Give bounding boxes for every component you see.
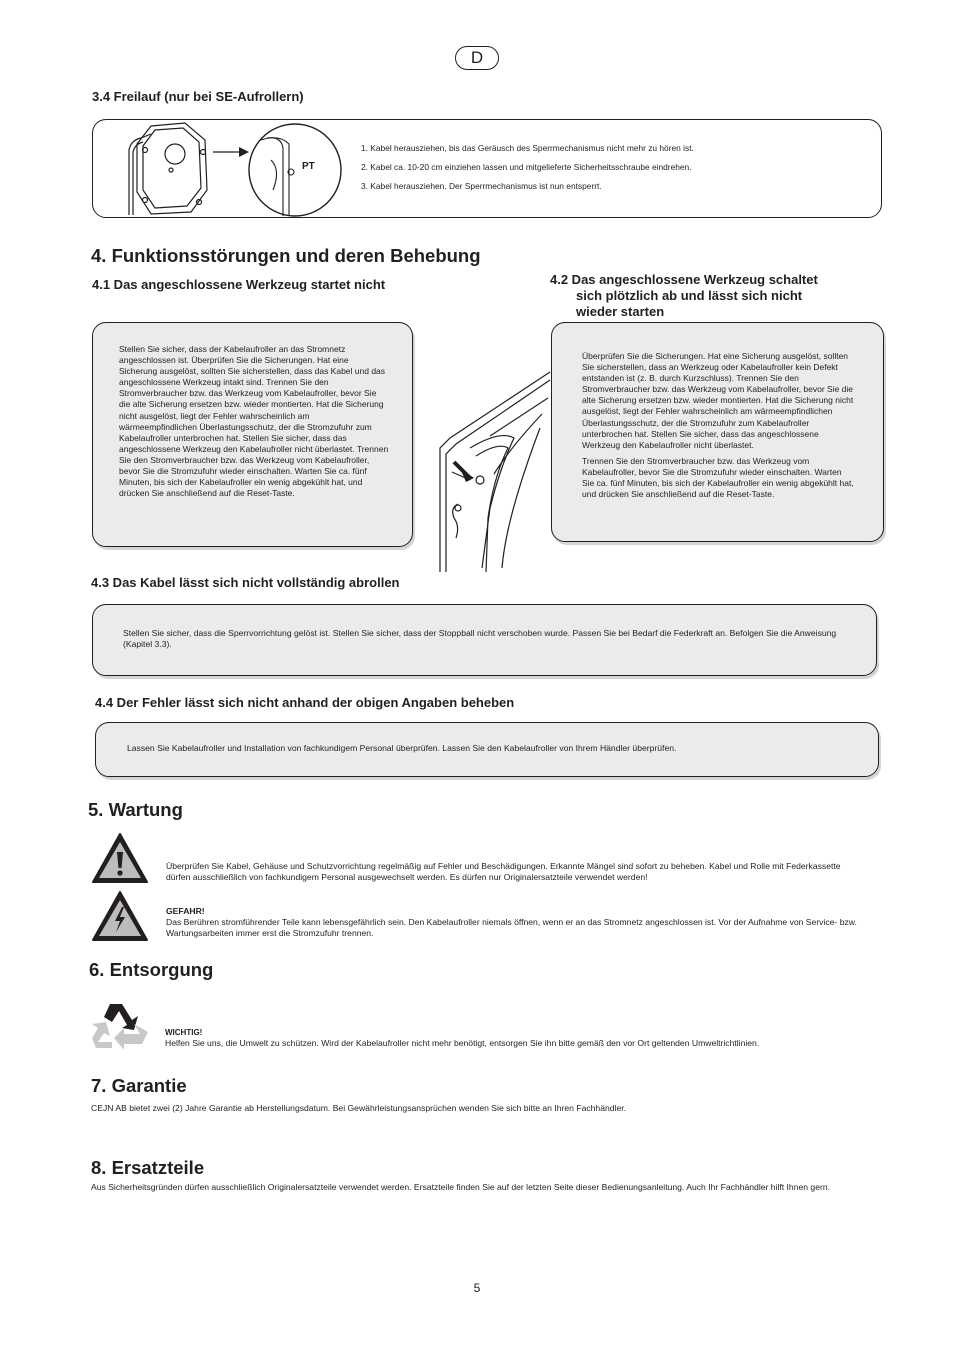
section-4-2-heading-line-1: 4.2 Das angeschlossene Werkzeug schaltet <box>550 272 818 287</box>
danger-text: Das Berühren stromführender Teile kann lebensgefährlich sein. Den Kabelaufroller niemals öffnen, wenn er an das Stromnetz angeschlossen ist. Vor der Aufnahme von Service- bzw. Wartungsarbeiten immer erst die Stromzufuhr trennen. <box>166 917 857 938</box>
danger-label: GEFAHR! <box>166 906 205 916</box>
language-badge: D <box>455 46 499 70</box>
section-4-heading: 4. Funktionsstörungen und deren Behebung <box>91 245 481 266</box>
pt-label: PT <box>302 161 315 172</box>
page-number: 5 <box>473 1281 481 1295</box>
reel-unlock-illustration <box>121 120 351 217</box>
section-4-1-box <box>92 322 413 547</box>
danger-notice <box>166 906 866 939</box>
section-4-2-heading <box>550 272 880 320</box>
section-4-2-text-p1: Überprüfen Sie die Sicherungen. Hat eine Sicherung ausgelöst, sollten Sie sicherstellen, dass an Werkzeug oder Kabelaufroller kein Defekt entstanden ist (z. B. durch Kurzschluss). Trennen Sie den Stromverbraucher bzw. das Werkzeug vom Kabelaufroller, bevor Sie die alte Sicherung ersetzen bzw. wieder montierten. Hat die Sicherung nicht ausgelöst, liegt der Fehler wahrscheinlich am wärmeempfindlichen Überlastungsschutz, der die Stromzufuhr zum Kabelaufroller unterbrochen hat. Stellen Sie sicher, dass das angeschlossene Werkzeug den Kabelaufroller nicht überlastet. <box>582 351 854 450</box>
disposal-text: Helfen Sie uns, die Umwelt zu schützen. Wird der Kabelaufroller nicht mehr benötigt, entsorgen Sie ihn bitte gemäß den vor Ort geltenden Umweltrichtlinien. <box>165 1038 760 1048</box>
section-4-3-text: Stellen Sie sicher, dass die Sperrvorrichtung gelöst ist. Stellen Sie sicher, dass der Stoppball nicht verschoben wurde. Passen Sie bei Bedarf die Federkraft an. Befolgen Sie die Anweisung (Kapitel 3.3). <box>123 628 837 649</box>
maintenance-warning-text: Überprüfen Sie Kabel, Gehäuse und Schutzvorrichtung regelmäßig auf Fehler und Beschädigungen. Erkannte Mängel sind sofort zu beheben. Kabel und Rolle mit Federkassette dürfen ausschließlich von fachkundigem Personal ausgewechselt werden. Es dürfen nur Originalersatzteile verwendet werden! <box>166 861 841 882</box>
section-4-2-text-p2: Trennen Sie den Stromverbraucher bzw. das Werkzeug vom Kabelaufroller, bevor Sie die Stromzufuhr wieder einschalten. Warten Sie ca. fünf Minuten, bis sich der Kabelaufroller ein wenig abgekühlt hat, und drücken Sie anschließend auf die Reset-Taste. <box>582 455 854 500</box>
step-1: 1. Kabel herausziehen, bis das Geräusch des Sperrmechanismus nicht mehr zu hören ist. <box>361 143 694 153</box>
exclamation-warning-triangle-icon <box>91 832 149 884</box>
step-2: 2. Kabel ca. 10-20 cm einziehen lassen und mitgelieferte Sicherheitsschraube eindrehen. <box>361 162 692 172</box>
step-3: 3. Kabel herausziehen. Der Sperrmechanismus ist nun entsperrt. <box>361 181 602 191</box>
section-4-3-box <box>92 604 877 676</box>
spare-parts-text: Aus Sicherheitsgründen dürfen ausschließlich Originalersatzteile verwendet werden. Ersatzteile finden Sie auf der letzten Seite dieser Bedienungsanleitung. Auch Ihr Fachhändler hilft Ihnen gern. <box>91 1182 831 1192</box>
section-4-4-box <box>95 722 879 777</box>
section-4-1-text: Stellen Sie sicher, dass der Kabelaufroller an das Stromnetz angeschlossen ist. Überprüfen Sie die Sicherungen. Hat eine Sicherung ausgelöst, sollten Sie sicherstellen, dass das Kabel und das angeschlossene Werkzeug intakt sind. Trennen Sie den Stromverbraucher bzw. das Werkzeug vom Kabelaufroller, bevor Sie die alte Sicherung ersetzen bzw. wieder montierten. Hat die Sicherung nicht ausgelöst, liegt der Fehler wahrscheinlich am wärmeempfindlichen Überlastungsschutz, der die Stromzufuhr zum Kabelaufroller unterbrochen hat. Stellen Sie sicher, dass das angeschlossene Werkzeug den Kabelaufroller nicht überlastet. Trennen Sie den Stromverbraucher bzw. das Werkzeug vom Kabelaufroller, bevor Sie die Stromzufuhr wieder einschalten. Warten Sie ca. fünf Minuten, bis sich der Kabelaufroller ein wenig abgekühlt hat, und drücken Sie anschließend auf die Reset-Taste. <box>119 344 389 499</box>
section-4-2-text <box>582 351 854 500</box>
section-4-2-heading-line-2: sich plötzlich ab und lässt sich nicht <box>576 288 803 303</box>
disposal-notice <box>165 1027 865 1049</box>
section-8-heading: 8. Ersatzteile <box>91 1157 205 1178</box>
warranty-text: CEJN AB bietet zwei (2) Jahre Garantie ab Herstellungsdatum. Bei Gewährleistungsansprüchen wenden Sie sich bitte an Ihren Fachhändler. <box>91 1103 627 1113</box>
section-4-3-heading: 4.3 Das Kabel lässt sich nicht vollständig abrollen <box>91 575 400 590</box>
important-label: WICHTIG! <box>165 1028 203 1037</box>
section-3-4-heading: 3.4 Freilauf (nur bei SE-Aufrollern) <box>92 89 304 104</box>
section-4-2-box <box>551 322 884 542</box>
section-4-1-heading: 4.1 Das angeschlossene Werkzeug startet nicht <box>92 277 386 292</box>
reel-fuse-illustration <box>430 368 554 574</box>
section-4-2-heading-line-3: wieder starten <box>576 304 665 319</box>
freilauf-steps <box>361 143 861 200</box>
high-voltage-triangle-icon <box>91 890 149 942</box>
section-7-heading: 7. Garantie <box>91 1075 187 1096</box>
freilauf-box <box>92 119 882 218</box>
section-5-heading: 5. Wartung <box>88 799 183 820</box>
recycling-icon <box>88 998 150 1054</box>
section-4-4-heading: 4.4 Der Fehler lässt sich nicht anhand der obigen Angaben beheben <box>95 695 515 710</box>
section-4-4-text: Lassen Sie Kabelaufroller und Installation von fachkundigem Personal überprüfen. Lassen Sie den Kabelaufroller von Ihrem Händler überprüfen. <box>127 743 677 753</box>
section-6-heading: 6. Entsorgung <box>89 959 214 980</box>
